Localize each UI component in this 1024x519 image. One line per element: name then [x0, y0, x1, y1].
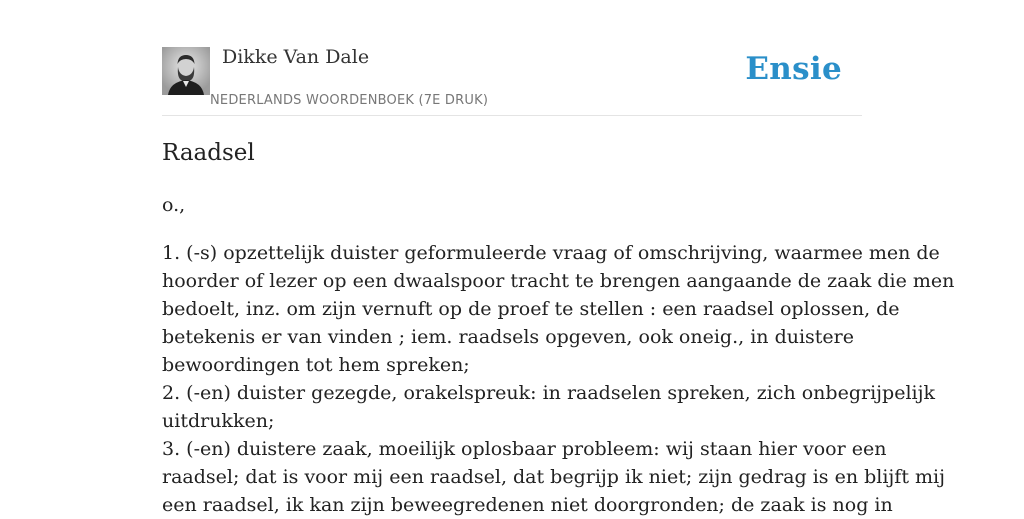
page [162, 0, 955, 516]
definition-line: een raadsel, ik kan zijn beweegredenen niet doorgronden; de zaak is nog in [162, 494, 893, 516]
author-name[interactable]: Dikke Van Dale [222, 46, 370, 68]
definition-line: raadsel; dat is voor mij een raadsel, dat begrijp ik niet; zijn gedrag is en blijft mij [162, 466, 945, 488]
entry-term: Raadsel [162, 140, 255, 166]
portrait-photo-icon [162, 47, 210, 95]
dictionary-source[interactable]: NEDERLANDS WOORDENBOEK (7E DRUK) [210, 93, 489, 108]
definition-line: bewoordingen tot hem spreken; [162, 354, 470, 376]
definition-line: uitdrukken; [162, 410, 275, 432]
definition-line: hoorder of lezer op een dwaalspoor tracht te brengen aangaande de zaak die men [162, 270, 955, 292]
header [162, 0, 862, 116]
entry-gender: o., [162, 194, 186, 216]
definition-line: 1. (-s) opzettelijk duister geformuleerde vraag of omschrijving, waarmee men de [162, 242, 940, 264]
ensie-logo[interactable]: Ensie [745, 51, 842, 87]
definition-line: 2. (-en) duister gezegde, orakelspreuk: in raadselen spreken, zich onbegrijpelijk [162, 382, 936, 404]
definition-line: betekenis er van vinden ; iem. raadsels opgeven, ook oneig., in duistere [162, 326, 854, 348]
author-avatar[interactable] [162, 47, 210, 95]
definition-line: bedoelt, inz. om zijn vernuft op de proef te stellen : een raadsel oplossen, de [162, 298, 900, 320]
definition-line: 3. (-en) duistere zaak, moeilijk oplosbaar probleem: wij staan hier voor een [162, 438, 887, 460]
entry-definition [162, 239, 955, 519]
